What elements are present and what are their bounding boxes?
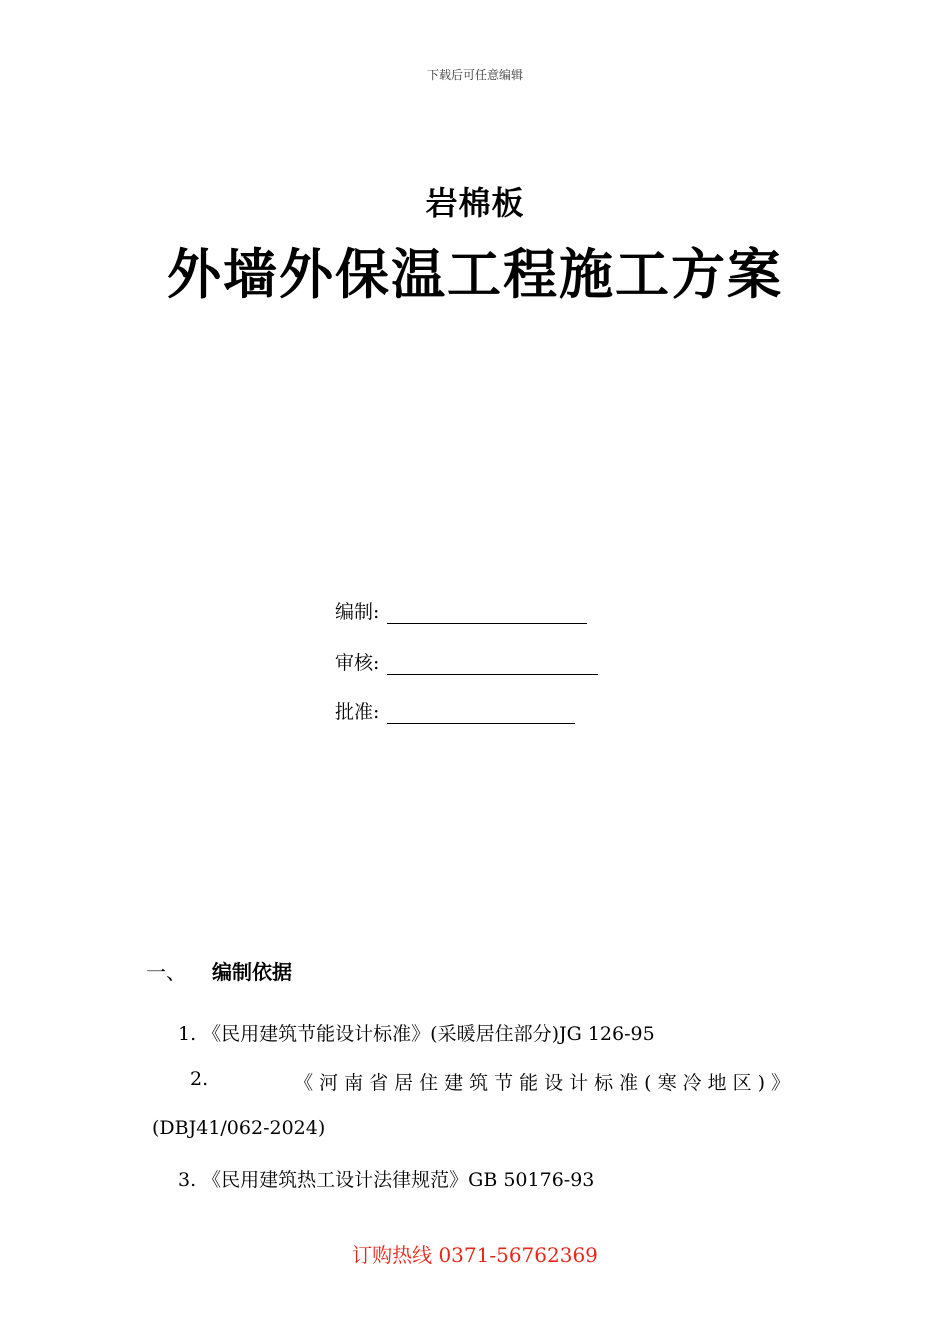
reference-item: 3. 《民用建筑热工设计法律规范》GB 50176-93 — [178, 1169, 595, 1191]
section-heading — [146, 956, 292, 985]
reference-item — [190, 1068, 796, 1095]
signature-blank-line — [387, 654, 598, 675]
header-note: 下载后可任意编辑 — [426, 68, 523, 82]
signature-label: 批准: — [335, 701, 380, 723]
signature-row-approver — [335, 697, 575, 724]
signature-blank-line — [387, 603, 587, 624]
order-hotline: 订购热线 0371-56762369 — [352, 1243, 598, 1267]
signature-label: 编制: — [335, 601, 380, 623]
signature-blank-line — [387, 703, 575, 724]
signature-row-compiler — [335, 597, 587, 624]
reference-item: 1. 《民用建筑节能设计标准》(采暖居住部分)JG 126-95 — [178, 1023, 655, 1045]
reference-code: (DBJ41/062-2024) — [152, 1117, 326, 1139]
section-number: 一、 — [146, 960, 186, 984]
title-main: 外墙外保温工程施工方案 — [167, 242, 783, 306]
signature-row-reviewer — [335, 648, 598, 675]
signature-label: 审核: — [335, 652, 380, 674]
title-subtitle: 岩棉板 — [425, 184, 525, 222]
section-title: 编制依据 — [212, 960, 292, 984]
reference-number: 2. — [190, 1068, 209, 1090]
reference-title: 《河南省居住建筑节能设计标准(寒冷地区)》 — [294, 1072, 796, 1094]
